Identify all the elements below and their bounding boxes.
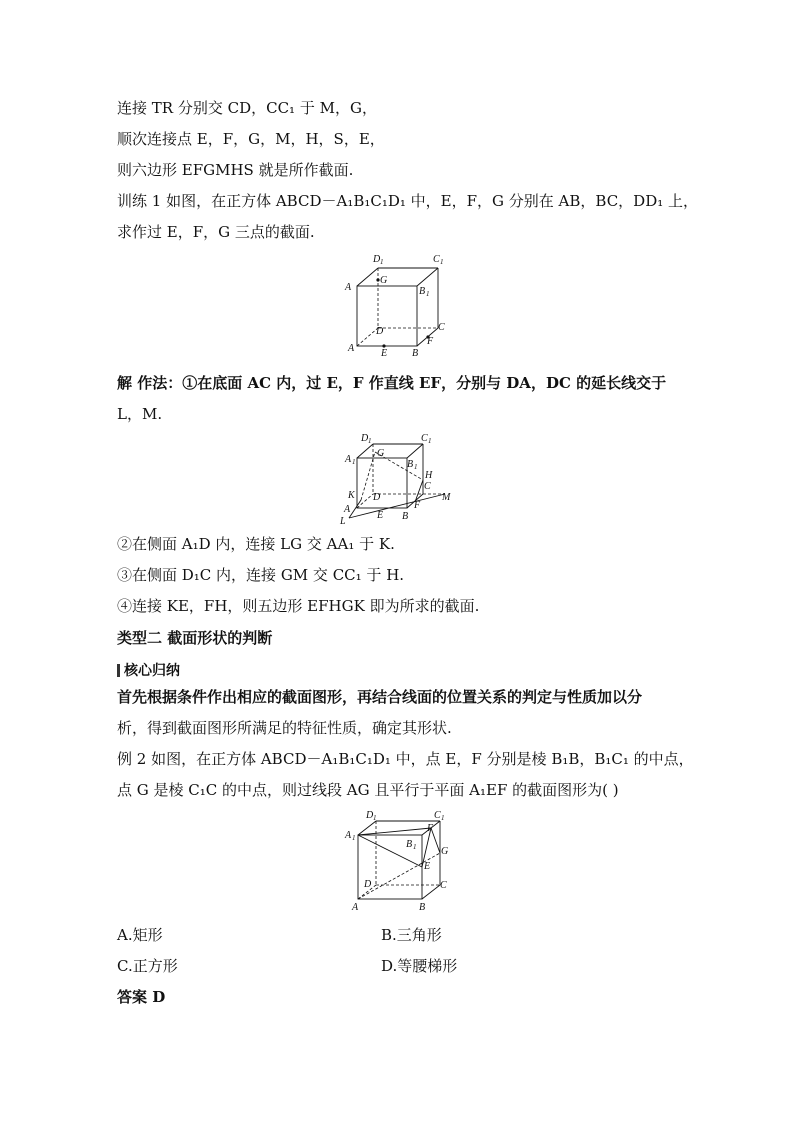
- sub-4: 1: [413, 843, 417, 851]
- cube-figure-2: [335, 430, 465, 530]
- label-A1: A: [345, 282, 352, 293]
- label-D1: D: [373, 254, 381, 265]
- label-F: F: [427, 336, 434, 347]
- sub-3: 1: [426, 290, 430, 298]
- solution-line-2: L，M.: [117, 405, 163, 423]
- solution-line: 解 作法：①在底面 AC 内，过 E，F 作直线 EF，分别与 DA，DC 的延长线交于: [117, 374, 667, 392]
- label-C: C: [424, 481, 431, 492]
- label-D: D: [373, 492, 381, 503]
- sub-2: 1: [441, 814, 445, 822]
- text-line-3: 则六边形 EFGMHS 就是所作截面.: [117, 161, 354, 179]
- sub-1: 1: [380, 258, 384, 266]
- option-d: D.等腰梯形: [381, 957, 458, 975]
- sub-2: 1: [440, 258, 444, 266]
- label-C: C: [438, 322, 445, 333]
- tag-label: 核心归纳: [124, 663, 180, 679]
- step-2-line: ②在侧面 A₁D 内，连接 LG 交 AA₁ 于 K.: [117, 535, 395, 553]
- option-a: A.矩形: [117, 926, 163, 944]
- label-D: D: [376, 326, 384, 337]
- label-G: G: [380, 275, 388, 286]
- summary-line-1: 首先根据条件作出相应的截面图形，再结合线面的位置关系的判定与性质加以分: [117, 688, 643, 706]
- exercise-1-line: 训练 1 如图，在正方体 ABCD－A₁B₁C₁D₁ 中，E，F，G 分别在 AB，BC，DD₁ 上，: [117, 192, 699, 210]
- label-A1: A: [345, 454, 352, 465]
- summary-line-2: 析，得到截面图形所满足的特征性质，确定其形状.: [117, 719, 452, 737]
- label-C: C: [440, 880, 447, 891]
- sub-4: 1: [414, 463, 418, 471]
- label-C1: C: [434, 810, 441, 821]
- label-B: B: [419, 902, 426, 913]
- label-G: G: [377, 448, 385, 459]
- label-B1: B: [406, 839, 413, 850]
- cube-figure-3: [340, 807, 460, 915]
- label-B1: B: [407, 459, 414, 470]
- label-F: F: [427, 823, 434, 834]
- core-summary-tag: [117, 662, 180, 680]
- text-line-2: 顺次连接点 E，F，G，M，H，S，E，: [117, 130, 385, 148]
- label-A1: A: [345, 830, 352, 841]
- section-heading: 类型二 截面形状的判断: [117, 629, 273, 647]
- step-4-line: ④连接 KE，FH，则五边形 EFHGK 即为所求的截面.: [117, 597, 480, 615]
- label-M: M: [442, 492, 451, 503]
- label-G: G: [441, 846, 449, 857]
- sub-3: 1: [352, 458, 356, 466]
- text-line-1: 连接 TR 分别交 CD，CC₁ 于 M，G，: [117, 99, 377, 117]
- label-D: D: [364, 879, 372, 890]
- sub-2: 1: [428, 437, 432, 445]
- label-D1: D: [366, 810, 374, 821]
- step-3-line: ③在侧面 D₁C 内，连接 GM 交 CC₁ 于 H.: [117, 566, 405, 584]
- label-B1: B: [419, 286, 426, 297]
- sub-3: 1: [352, 834, 356, 842]
- label-B: B: [402, 511, 409, 522]
- label-L: L: [340, 516, 346, 527]
- label-E: E: [381, 348, 388, 359]
- label-H: H: [425, 470, 433, 481]
- label-B: B: [412, 348, 419, 359]
- label-A: A: [352, 902, 359, 913]
- example-2-line: 例 2 如图，在正方体 ABCD－A₁B₁C₁D₁ 中，点 E，F 分别是棱 B₁B，B₁C₁ 的中点，: [117, 750, 694, 768]
- exercise-1-line-2: 求作过 E，F，G 三点的截面.: [117, 223, 315, 241]
- option-b: B.三角形: [381, 926, 442, 944]
- label-E: E: [377, 510, 384, 521]
- cube-figure-1: [340, 250, 460, 360]
- label-K: K: [348, 490, 355, 501]
- label-A: A: [344, 504, 351, 515]
- option-c: C.正方形: [117, 957, 178, 975]
- tag-bar-icon: [117, 664, 120, 677]
- label-C1: C: [433, 254, 440, 265]
- label-A: A: [348, 343, 355, 354]
- example-2-line-2: 点 G 是棱 C₁C 的中点，则过线段 AG 且平行于平面 A₁EF 的截面图形为( ): [117, 781, 619, 799]
- sub-1: 1: [373, 814, 377, 822]
- label-F: F: [414, 500, 421, 511]
- label-C1: C: [421, 433, 428, 444]
- answer-line: 答案 D: [117, 988, 166, 1006]
- label-D1: D: [361, 433, 369, 444]
- sub-1: 1: [368, 437, 372, 445]
- label-E: E: [424, 861, 431, 872]
